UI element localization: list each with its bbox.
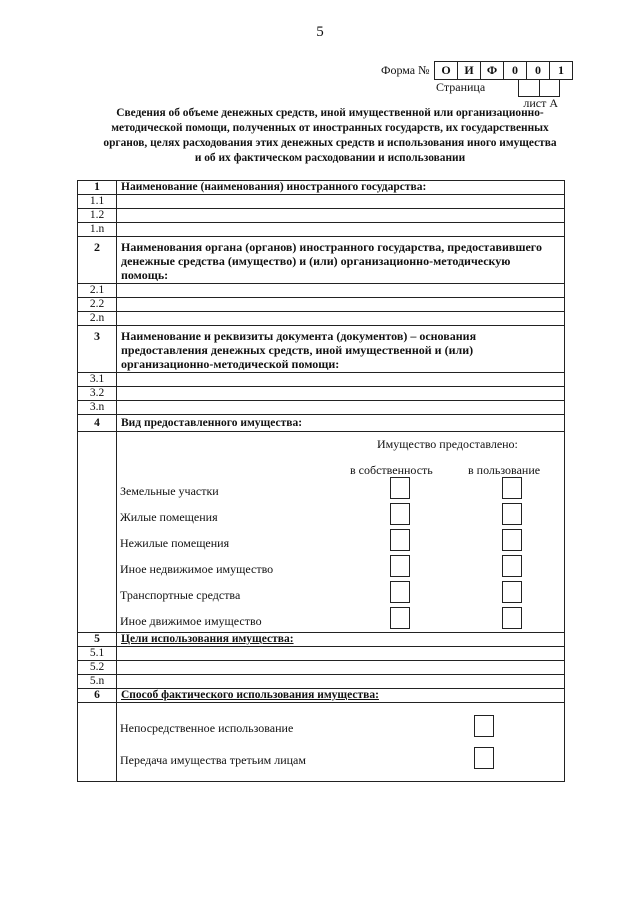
form-code-cell: 1 bbox=[549, 62, 572, 79]
property-type-block bbox=[78, 432, 565, 633]
provided-header: Имущество предоставлено: bbox=[377, 437, 518, 451]
table-row bbox=[78, 647, 565, 661]
row-number: 1.n bbox=[78, 223, 117, 237]
form-table bbox=[77, 180, 565, 782]
form-code-cell: 0 bbox=[526, 62, 549, 79]
form-code-cell: 0 bbox=[503, 62, 526, 79]
row-number: 3.n bbox=[78, 401, 117, 415]
usage-checkbox[interactable] bbox=[502, 581, 522, 603]
row-value-field[interactable] bbox=[117, 675, 565, 689]
usage-method-checkbox[interactable] bbox=[474, 715, 494, 737]
page-number: 5 bbox=[316, 24, 324, 40]
row-value-field[interactable] bbox=[117, 298, 565, 312]
row-value-field[interactable] bbox=[117, 284, 565, 298]
table-row bbox=[78, 284, 565, 298]
section-number: 2 bbox=[78, 237, 117, 284]
row-number: 5.1 bbox=[78, 647, 117, 661]
table-row bbox=[78, 401, 565, 415]
row-number: 3.1 bbox=[78, 373, 117, 387]
row-value-field[interactable] bbox=[117, 373, 565, 387]
ownership-checkbox[interactable] bbox=[390, 607, 410, 629]
usage-method-block bbox=[78, 703, 565, 782]
row-number: 5.n bbox=[78, 675, 117, 689]
section-number: 3 bbox=[78, 326, 117, 373]
ownership-checkbox[interactable] bbox=[390, 529, 410, 551]
table-row bbox=[78, 312, 565, 326]
section-title: Наименование и реквизиты документа (документов) – основания предоставления денежных средств, иной имущественной и (или) организационно-методической помощи: bbox=[117, 326, 565, 373]
section-header bbox=[78, 689, 565, 703]
table-row bbox=[78, 387, 565, 401]
usage-method-item: Непосредственное использование bbox=[120, 721, 294, 735]
usage-checkbox[interactable] bbox=[502, 607, 522, 629]
section-header bbox=[78, 415, 565, 432]
usage-method-checkbox[interactable] bbox=[474, 747, 494, 769]
row-value-field[interactable] bbox=[117, 223, 565, 237]
sheet-label: лист А bbox=[523, 96, 558, 110]
property-item: Иное движимое имущество bbox=[120, 614, 262, 628]
table-row bbox=[78, 195, 565, 209]
ownership-checkbox[interactable] bbox=[390, 477, 410, 499]
property-item: Жилые помещения bbox=[120, 510, 218, 524]
table-row bbox=[78, 298, 565, 312]
table-row bbox=[78, 373, 565, 387]
section-header bbox=[78, 237, 565, 284]
form-code-cell: И bbox=[457, 62, 480, 79]
page-label: Страница bbox=[436, 80, 486, 94]
row-value-field[interactable] bbox=[117, 312, 565, 326]
row-number: 1.1 bbox=[78, 195, 117, 209]
usage-checkbox[interactable] bbox=[502, 529, 522, 551]
row-value-field[interactable] bbox=[117, 209, 565, 223]
form-code-cells bbox=[434, 61, 573, 80]
page-number-field[interactable] bbox=[518, 79, 560, 97]
usage-checkbox[interactable] bbox=[502, 555, 522, 577]
table-row bbox=[78, 223, 565, 237]
row-number: 1.2 bbox=[78, 209, 117, 223]
property-item: Нежилые помещения bbox=[120, 536, 230, 550]
column-ownership: в собственность bbox=[350, 463, 433, 477]
row-value-field[interactable] bbox=[117, 647, 565, 661]
table-row bbox=[78, 675, 565, 689]
document-title: Сведения об объеме денежных средств, иной имущественной или организационно-методической помощи, полученных от иностранных государств, их государственных органов, целях расходования этих денежных средств и использования иного имущества и об их фактическом расходовании и использовании bbox=[103, 107, 557, 164]
row-value-field[interactable] bbox=[117, 387, 565, 401]
property-item: Иное недвижимое имущество bbox=[120, 562, 274, 576]
ownership-checkbox[interactable] bbox=[390, 581, 410, 603]
form-code-cell: Ф bbox=[480, 62, 503, 79]
ownership-checkbox[interactable] bbox=[390, 555, 410, 577]
section-header bbox=[78, 326, 565, 373]
row-number: 2.n bbox=[78, 312, 117, 326]
section-number: 5 bbox=[78, 633, 117, 647]
section-header bbox=[78, 181, 565, 195]
table-row bbox=[78, 661, 565, 675]
ownership-checkbox[interactable] bbox=[390, 503, 410, 525]
section-header bbox=[78, 633, 565, 647]
usage-checkbox[interactable] bbox=[502, 503, 522, 525]
section-title: Способ фактического использования имущества: bbox=[117, 689, 565, 703]
section-title: Наименование (наименования) иностранного государства: bbox=[117, 181, 565, 195]
row-number: 2.1 bbox=[78, 284, 117, 298]
row-number: 3.2 bbox=[78, 387, 117, 401]
column-usage: в пользование bbox=[468, 463, 541, 477]
section-title: Вид предоставленного имущества: bbox=[117, 415, 565, 432]
property-item: Транспортные средства bbox=[120, 588, 241, 602]
row-value-field[interactable] bbox=[117, 661, 565, 675]
section-number: 4 bbox=[78, 415, 117, 432]
section-number: 6 bbox=[78, 689, 117, 703]
property-item: Земельные участки bbox=[120, 484, 219, 498]
row-value-field[interactable] bbox=[117, 195, 565, 209]
section-title: Цели использования имущества: bbox=[117, 633, 565, 647]
section-number: 1 bbox=[78, 181, 117, 195]
row-value-field[interactable] bbox=[117, 401, 565, 415]
table-row bbox=[78, 209, 565, 223]
usage-method-item: Передача имущества третьим лицам bbox=[120, 753, 306, 767]
form-number-label: Форма № bbox=[381, 63, 430, 77]
form-code-cell: О bbox=[441, 63, 451, 77]
usage-checkbox[interactable] bbox=[502, 477, 522, 499]
section-title: Наименования органа (органов) иностранного государства, предоставившего денежные средства (имущество) и (или) организационно-методическую помощь: bbox=[117, 237, 565, 284]
row-number: 5.2 bbox=[78, 661, 117, 675]
row-number: 2.2 bbox=[78, 298, 117, 312]
